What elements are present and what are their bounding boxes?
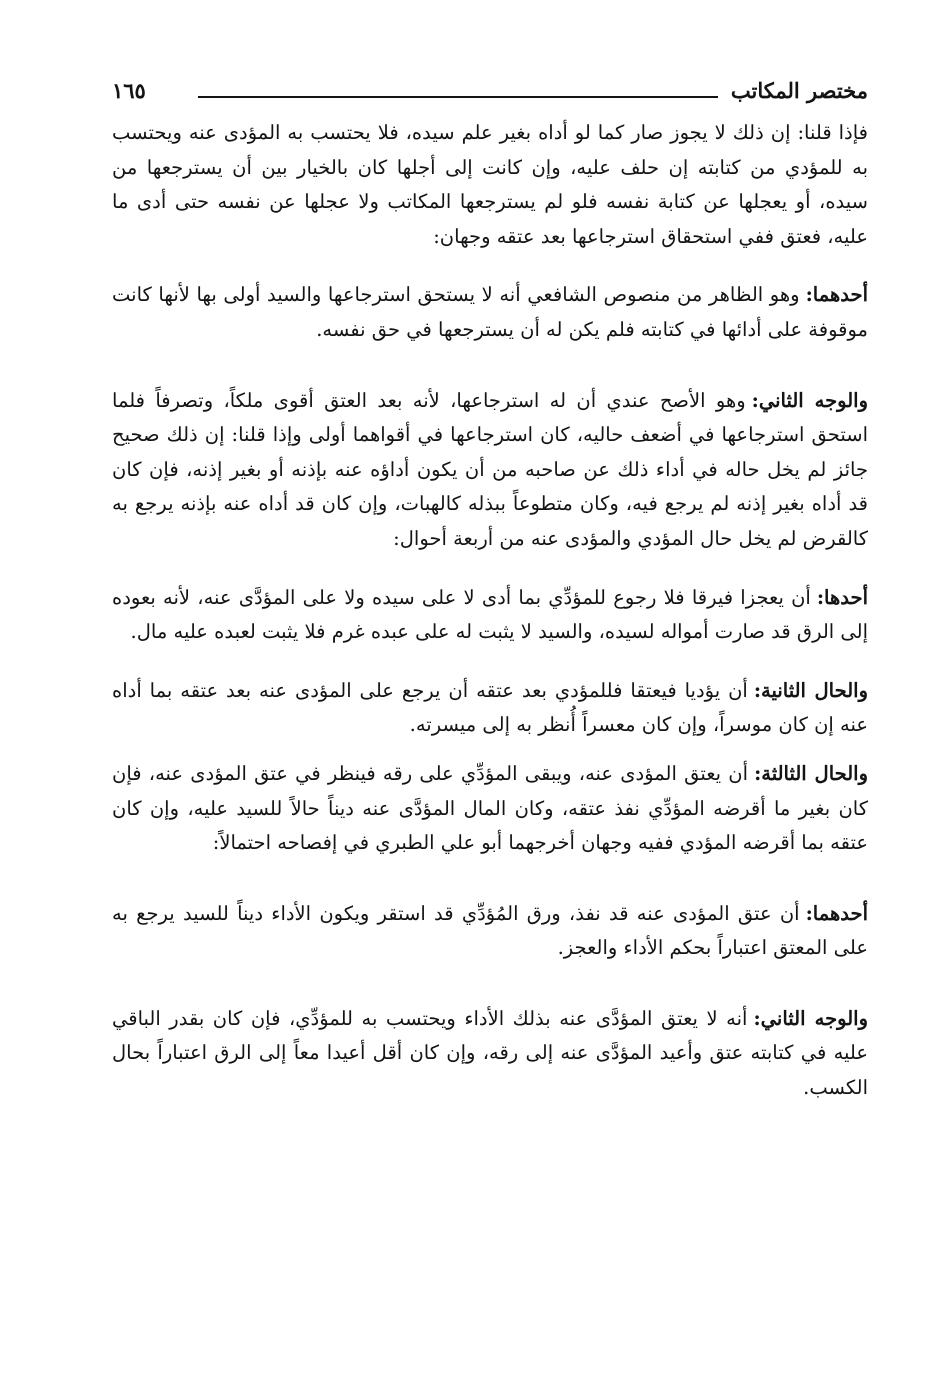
paragraph-text: وهو الظاهر من منصوص الشافعي أنه لا يستحق استرجاعها والسيد أولى بها لأنها كانت موقوفة على أدائها في كتابته فلم يكن له أن يسترجعها في حق نفسه. <box>112 283 868 341</box>
paragraph-lead: والوجه الثاني: <box>753 1006 869 1030</box>
paragraph-text: أن يعجزا فيرقا فلا رجوع للمؤدِّي بما أدى لا على سيده ولا على المؤدَّى عنه، لأنه بعوده إلى الرق قد صارت أمواله لسيده، والسيد لا يثبت له على عبده غرم فلا يثبت لعبده عليه مال. <box>112 585 868 644</box>
paragraph-1 <box>112 116 868 254</box>
paragraph-8 <box>112 1002 868 1106</box>
header-title: مختصر المكاتب <box>730 78 868 103</box>
paragraph-6 <box>112 757 868 861</box>
paragraph-text: أن يؤديا فيعتقا فللمؤدي بعد عتقه أن يرجع على المؤدى عنه بعد عتقه بما أداه عنه إن كان موسراً، وإن كان معسراً أُنظر به إلى ميسرته. <box>112 678 868 737</box>
paragraph-lead: والحال الثانية: <box>753 678 868 702</box>
paragraph-lead: أحدهما: <box>805 901 868 925</box>
paragraph-4 <box>112 581 868 650</box>
paragraph-5 <box>112 674 868 743</box>
paragraph-lead: والحال الثالثة: <box>754 761 868 785</box>
paragraph-text: أن يعتق المؤدى عنه، ويبقى المؤدِّي على رقه فينظر في عتق المؤدى عنه، فإن كان بغير ما أقرضه المؤدِّي نفذ عتقه، وكان المال المؤدَّى عنه ديناً حالاً للسيد عليه، وإن كان عتقه بما أقرضه المؤدي ففيه وجهان أخرجهما أبو علي الطبري في إفصاحه احتمالاً: <box>112 761 868 855</box>
paragraph-3 <box>112 384 868 557</box>
header-rule <box>198 96 718 98</box>
running-header <box>112 76 868 112</box>
paragraph-7 <box>112 897 868 966</box>
paragraph-text: وهو الأصح عندي أن له استرجاعها، لأنه بعد العتق أقوى ملكاً، وتصرفاً فلما استحق استرجاعها في أضعف حاليه، كان استرجاعها في أقواهما أولى وإذا قلنا: إن ذلك صحيح جائز لم يخل حاله في أداء ذلك عن صاحبه من أن يكون أداؤه عنه بإذنه أو بغير إذنه، فإن كان قد أداه بغير إذنه لم يرجع فيه، وكان متطوعاً ببذله كالهبات، وإن كان قد أداه عنه بإذنه يرجع به كالقرض لم يخل حال المؤدي والمؤدى عنه من أربعة أحوال: <box>112 388 868 550</box>
paragraph-text: فإذا قلنا: إن ذلك لا يجوز صار كما لو أداه بغير علم سيده، فلا يحتسب به المؤدى عنه ويحتسب به للمؤدي من كتابته إن حلف عليه، وإن كانت إلى أجلها كان بالخيار بين أن يسترجعها من سيده، أو يعجلها عن كتابة نفسه فلو لم يسترجعها المكاتب ولا عجلها عن نفسه حتى أدى ما عليه، فعتق ففي استحقاق استرجاعها بعد عتقه وجهان: <box>112 121 868 248</box>
paragraph-lead: أحدهما: <box>805 283 868 307</box>
body-text <box>112 116 868 1106</box>
paragraph-lead: والوجه الثاني: <box>751 388 868 412</box>
paragraph-text: أن عتق المؤدى عنه قد نفذ، ورق المُؤدِّي قد استقر ويكون الأداء ديناً للسيد يرجع به على المعتق اعتباراً بحكم الأداء والعجز. <box>112 901 868 960</box>
paragraph-lead: أحدها: <box>816 585 868 609</box>
paragraph-text: أنه لا يعتق المؤدَّى عنه بذلك الأداء ويحتسب به للمؤدِّي، فإن كان بقدر الباقي عليه في كتابته عتق وأعيد المؤدَّى عنه إلى رقه، وإن كان أقل أعيدا معاً إلى الرق اعتباراً بحال الكسب. <box>112 1006 868 1100</box>
paragraph-2 <box>112 278 868 347</box>
page-number: ١٦٥ <box>112 78 146 103</box>
